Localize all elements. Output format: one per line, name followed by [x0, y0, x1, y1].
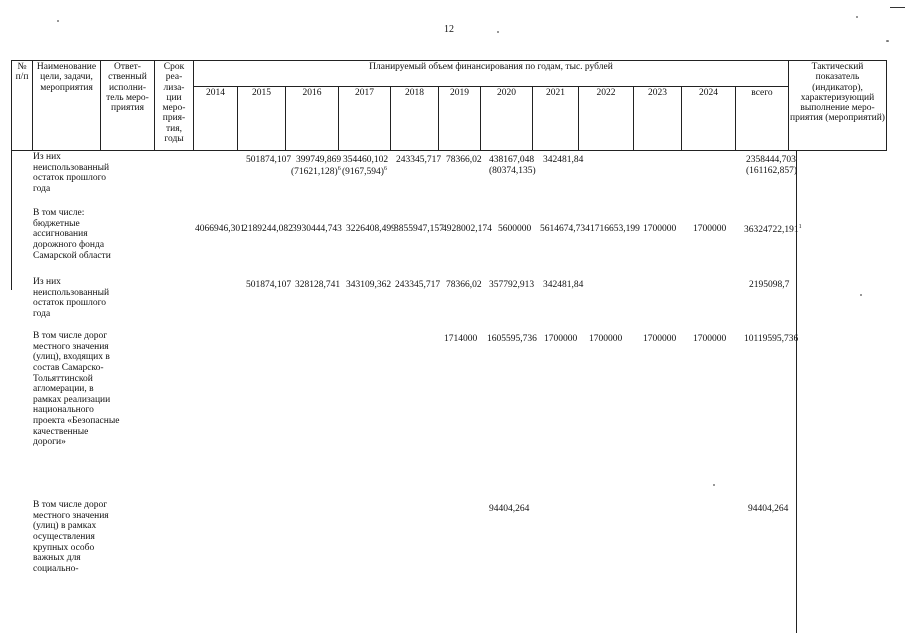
header-indicator: Тактический показатель (индикатор), характеризующий выполнение меро-приятия (мероприятий)	[789, 61, 887, 151]
row-2-2022: 1716653,199	[590, 224, 640, 234]
column-divider	[796, 150, 797, 633]
year-2017: 2017	[339, 87, 391, 151]
scan-speck	[713, 484, 715, 486]
year-2015: 2015	[238, 87, 286, 151]
row-1-2021: 342481,84	[543, 155, 584, 165]
row-3-label: Из них неиспользованный остаток прошлого года	[33, 277, 110, 319]
header-num: № п/п	[12, 61, 33, 151]
row-4-2022: 1700000	[589, 334, 623, 344]
row-4-2021: 1700000	[544, 334, 578, 344]
row-1-2020: 438167,048	[489, 155, 535, 165]
row-1-2019: 78366,02	[446, 155, 482, 165]
row-3-total: 2195098,7	[749, 280, 790, 290]
row-1-2016: 399749,869	[296, 155, 342, 165]
row-2-2023: 1700000	[643, 224, 677, 234]
row-1-2015: 501874,107	[246, 155, 292, 165]
row-1-total-note: (161162,857)	[746, 166, 798, 176]
row-2-total: 36324722,191$^1$	[744, 224, 802, 236]
row-2-2015: 2189244,082	[243, 224, 293, 234]
row-2-2020: 5600000	[498, 224, 532, 234]
row-5-total: 94404,264	[748, 504, 789, 514]
row-3-2019: 78366,02	[446, 280, 482, 290]
year-2018: 2018	[391, 87, 439, 151]
row-3-2018: 243345,717	[395, 280, 441, 290]
row-2-2016: 3930444,743	[292, 224, 342, 234]
row-2-2021: 5614674,734	[540, 224, 590, 234]
row-1-2017: 354460,102	[343, 155, 389, 165]
row-1-2017-note: $(9167,594)^6$	[342, 166, 387, 178]
row-2-label: В том числе: бюджетные ассигнования дорожного фонда Самарской области	[33, 208, 111, 261]
row-1-total: 2358444,703	[746, 155, 796, 165]
year-2023: 2023	[634, 87, 682, 151]
page-number: 12	[444, 24, 454, 35]
row-4-2023: 1700000	[643, 334, 677, 344]
row-2-2014: 4066946,301	[195, 224, 245, 234]
scan-speck	[860, 294, 862, 296]
row-1-2020-note: (80374,135)	[489, 166, 536, 176]
year-total: всего	[736, 87, 789, 151]
row-3-2016: 328128,741	[295, 280, 341, 290]
row-3-2020: 357792,913	[489, 280, 535, 290]
year-2021: 2021	[533, 87, 579, 151]
column-divider	[11, 150, 12, 290]
row-4-2020: 1605595,736	[487, 334, 537, 344]
scan-speck	[856, 16, 858, 18]
scan-speck	[57, 20, 59, 22]
row-2-2019: 4928002,174	[442, 224, 492, 234]
row-2-2017: 3226408,499	[346, 224, 396, 234]
year-2014: 2014	[194, 87, 238, 151]
row-3-2015: 501874,107	[246, 280, 292, 290]
row-1-label: Из них неиспользованный остаток прошлого года	[33, 152, 110, 194]
year-2024: 2024	[682, 87, 736, 151]
row-4-total: 10119595,736	[744, 334, 799, 344]
header-term: Срок реа-лиза-ции меро-прия-тия, годы	[155, 61, 194, 151]
row-1-2018: 243345,717	[396, 155, 442, 165]
row-4-2024: 1700000	[693, 334, 727, 344]
header-table	[11, 60, 887, 151]
top-edge-line	[890, 7, 905, 8]
header-responsible: Ответ-ственный исполни-тель меро-приятия	[101, 61, 155, 151]
row-2-2018: 3855947,157	[394, 224, 444, 234]
row-3-2021: 342481,84	[543, 280, 584, 290]
row-4-label: В том числе дорог местного значения (улиц), входящих в состав Самарско-Тольяттинской агломерации, в рамках реализации национального проекта «Безопасные качественные дороги»	[33, 331, 120, 448]
header-name: Наименование цели, задачи, мероприятия	[33, 61, 101, 151]
scan-speck	[886, 40, 889, 42]
scan-speck	[497, 31, 499, 33]
row-1-2016-note: $(71621,128)^6$	[291, 166, 341, 178]
year-2022: 2022	[579, 87, 634, 151]
row-5-2020: 94404,264	[489, 504, 530, 514]
year-2016: 2016	[286, 87, 339, 151]
year-2020: 2020	[481, 87, 533, 151]
year-2019: 2019	[439, 87, 481, 151]
row-5-label: В том числе дорог местного значения (улиц) в рамках осуществления крупных особо важных для социально-	[33, 500, 109, 574]
header-funding: Планируемый объем финансирования по годам, тыс. рублей	[194, 61, 789, 87]
row-4-2019: 1714000	[444, 334, 478, 344]
row-2-2024: 1700000	[693, 224, 727, 234]
row-3-2017: 343109,362	[346, 280, 392, 290]
